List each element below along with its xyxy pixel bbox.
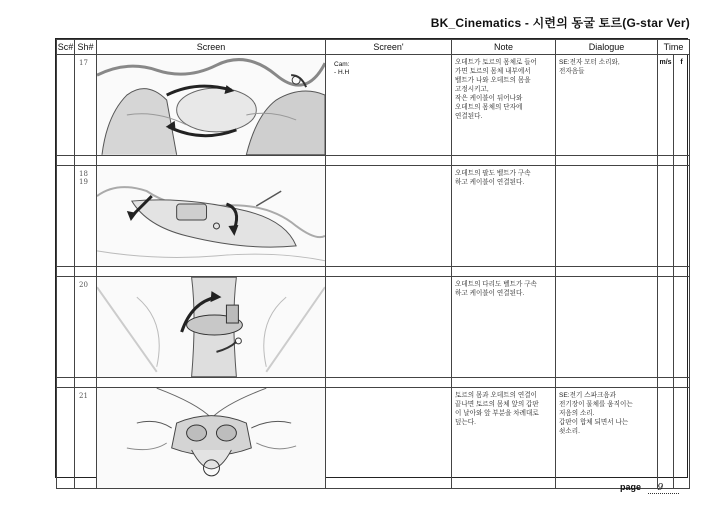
sc-cell: [57, 55, 75, 156]
shot-dialogue: SE:전기 스파크음과 전기장이 물체를 움직이는 저음의 소리. 갑판이 합체 되면서 나는 쇳소리.: [559, 392, 633, 435]
shot-note: 토르의 몸과 오데트의 연결이 끝나면 토르의 몸체 앞의 갑판 이 날아와 앞 부분을 차례대로 덮는다.: [455, 392, 539, 426]
ms-cell: [658, 166, 674, 267]
page-label: page: [620, 482, 642, 492]
shot-number: 20: [79, 281, 88, 289]
camera-note: [326, 277, 451, 289]
shot-number: 17: [79, 59, 88, 67]
sh-cell: [75, 55, 97, 156]
shot-note: 오데트가 토르의 몸체로 들어 가면 토르의 몸체 내부에서 벨트가 나와 오데트의 몸을 고정시키고, 작은 케이블이 뒤어나와 오데트의 몸체의 단자에 연결된다.: [455, 59, 537, 120]
shot-dialogue: SE:전자 모터 소리와, 전자음들: [559, 59, 620, 75]
dialogue-cell: [556, 388, 658, 489]
col-header-sh: Sh#: [75, 40, 97, 55]
spacer-row: [57, 267, 690, 277]
sc-cell: [57, 277, 75, 378]
camera-note: Cam: - H.H: [334, 61, 350, 76]
shot-number: 21: [79, 392, 88, 400]
document-title: BK_Cinematics - 시련의 동굴 토르(G-star Ver): [430, 16, 690, 30]
spacer-row: [57, 156, 690, 166]
col-header-sc: Sc#: [57, 40, 75, 55]
page-footer: [620, 482, 679, 493]
screen-frame: [97, 388, 326, 489]
time-cell: [674, 166, 690, 267]
ms-cell: [658, 277, 674, 378]
ms-cell: [658, 55, 674, 156]
shot-note: 오데트의 팔도 벨트가 구속 하고 케이블이 연결된다.: [455, 170, 531, 186]
spacer-row: [57, 378, 690, 388]
sh-cell: [75, 166, 97, 267]
sketch-armor-plates: [97, 388, 325, 488]
time-cell: [674, 388, 690, 489]
storyboard-sheet: [55, 38, 688, 478]
note-cell: [452, 388, 556, 489]
shot-dialogue: [556, 166, 657, 172]
sketch-cockpit-belts: [97, 55, 325, 155]
col-header-dialogue: Dialogue: [556, 40, 658, 55]
ms-label: [658, 388, 673, 392]
camera-note: [326, 166, 451, 178]
note-cell: [452, 55, 556, 156]
dialogue-cell: [556, 166, 658, 267]
note-cell: [452, 166, 556, 267]
camera-note: [326, 388, 451, 400]
screen-frame: [97, 277, 326, 378]
camera-cell: [326, 388, 452, 489]
shot-dialogue: [556, 277, 657, 283]
ms-label: [658, 277, 673, 281]
shot-row: [57, 277, 690, 378]
time-value: f: [680, 59, 683, 66]
sc-cell: [57, 388, 75, 489]
time-cell: [674, 277, 690, 378]
camera-cell: [326, 55, 452, 156]
page-number: 9: [648, 483, 680, 494]
ms-label: [658, 166, 673, 170]
time-cell: [674, 55, 690, 156]
header-row: [57, 40, 690, 55]
storyboard-table: [56, 39, 690, 489]
time-value: [674, 388, 689, 392]
camera-cell: [326, 166, 452, 267]
col-header-screen: Screen: [97, 40, 326, 55]
sketch-arm-belts: [97, 166, 325, 266]
shot-row: [57, 166, 690, 267]
shot-note: 오데트의 다리도 벨트가 구속 하고 케이블이 연결된다.: [455, 281, 537, 297]
sh-cell: [75, 388, 97, 489]
time-value: [674, 166, 689, 170]
sh-cell: [75, 277, 97, 378]
dialogue-cell: [556, 55, 658, 156]
ms-cell: [658, 388, 674, 489]
shot-row: [57, 388, 690, 489]
screen-frame: [97, 55, 326, 156]
shot-row: [57, 55, 690, 156]
time-value: [674, 277, 689, 281]
ms-label: m/s: [659, 59, 672, 66]
shot-number: 18 19: [79, 170, 88, 186]
col-header-time: Time: [658, 40, 690, 55]
col-header-screen2: Screen': [326, 40, 452, 55]
screen-frame: [97, 166, 326, 267]
note-cell: [452, 277, 556, 378]
col-header-note: Note: [452, 40, 556, 55]
sc-cell: [57, 166, 75, 267]
dialogue-cell: [556, 277, 658, 378]
sketch-leg-belts: [97, 277, 325, 377]
camera-cell: [326, 277, 452, 378]
